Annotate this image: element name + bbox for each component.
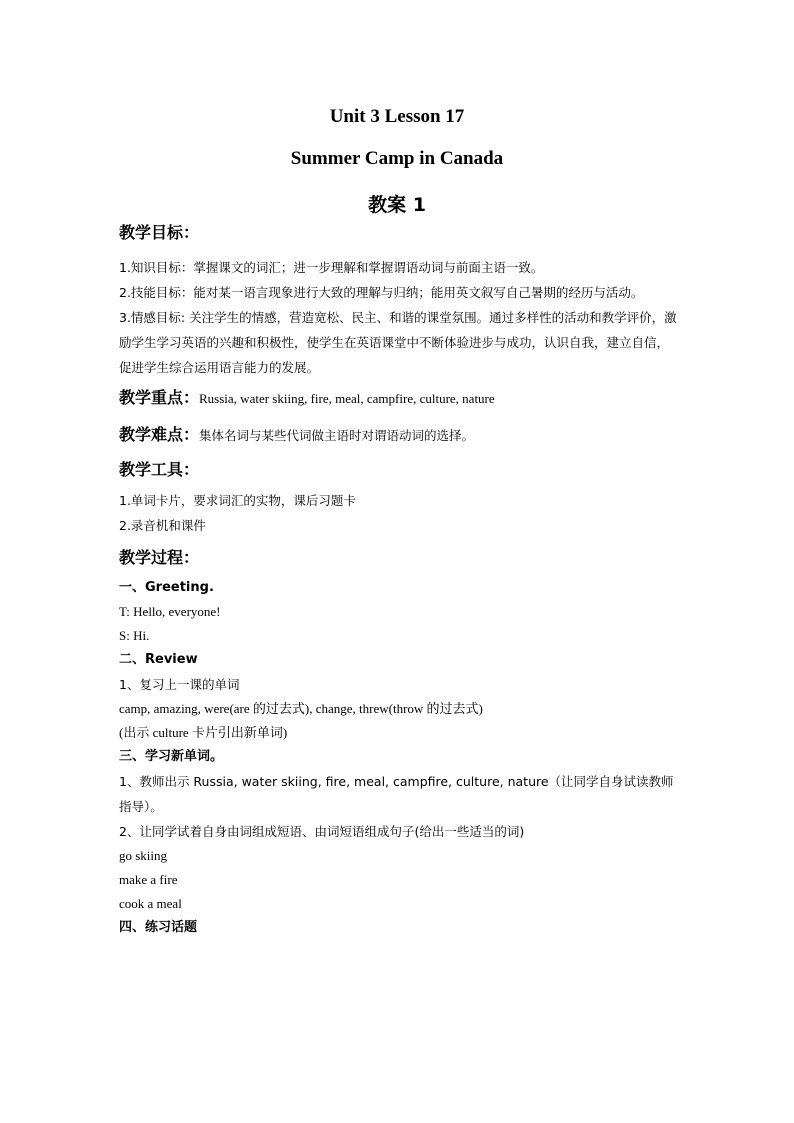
tool-item-2: 2.录音机和课件 <box>119 518 206 533</box>
greeting-line-2: S: Hi. <box>119 628 150 643</box>
difficulties-row <box>119 423 679 448</box>
process-heading: 教学过程： <box>119 548 200 567</box>
document-body <box>119 221 679 940</box>
key-points-heading: 教学重点： <box>119 388 200 407</box>
goals-heading: 教学目标： <box>119 223 200 242</box>
phrase-make-a-fire: make a fire <box>119 872 178 887</box>
unit-lesson-title: Unit 3 Lesson 17 <box>329 106 465 127</box>
tools-heading: 教学工具： <box>119 460 200 479</box>
review-line-2: camp, amazing, were(are 的过去式), change, threw(throw 的过去式) <box>119 701 483 716</box>
tool-item-1: 1.单词卡片，要求词汇的实物，课后习题卡 <box>119 493 356 508</box>
new-words-line-2: 2、让同学试着自身由词组成短语、由词短语组成句子(给出一些适当的词) <box>119 824 525 839</box>
goal-item-3: 3.情感目标: 关注学生的情感，营造宽松、民主、和谐的课堂氛围。通过多样性的活动和教学评价，激励学生学习英语的兴趣和积极性，使学生在英语课堂中不断体验进步与成功，认识自我，建立自信，促进学生综合运用语言能力的发展。 <box>119 310 677 375</box>
section-new-words-title: 三、学习新单词。 <box>119 749 224 764</box>
lesson-subtitle: Summer Camp in Canada <box>290 148 504 169</box>
goal-item-2: 2.技能目标：能对某一语言现象进行大致的理解与归纳；能用英文叙写自己暑期的经历与活动。 <box>119 285 644 300</box>
key-points-row <box>119 386 679 411</box>
greeting-line-1: T: Hello, everyone! <box>119 604 221 619</box>
new-words-line-1: 1、教师出示 Russia, water skiing, fire, meal, campfire, culture, nature（让同学自身试读教师指导）。 <box>119 774 674 814</box>
plan-label: 教案 1 <box>368 194 426 216</box>
section-review-title: 二、Review <box>119 652 198 667</box>
section-greeting-title: 一、Greeting. <box>119 580 214 595</box>
section-practice-title: 四、练习话题 <box>119 920 198 935</box>
review-line-1: 1、复习上一课的单词 <box>119 677 240 692</box>
goal-item-1: 1.知识目标：掌握课文的词汇；进一步理解和掌握谓语动词与前面主语一致。 <box>119 260 544 275</box>
difficulties-text: 集体名词与某些代词做主语时对谓语动词的选择。 <box>199 428 475 443</box>
key-points-text: Russia, water skiing, fire, meal, campfire, culture, nature <box>199 391 495 406</box>
review-line-3: (出示 culture 卡片引出新单词) <box>119 725 288 740</box>
difficulties-heading: 教学难点： <box>119 425 200 444</box>
phrase-go-skiing: go skiing <box>119 848 168 863</box>
phrase-cook-a-meal: cook a meal <box>119 896 182 911</box>
